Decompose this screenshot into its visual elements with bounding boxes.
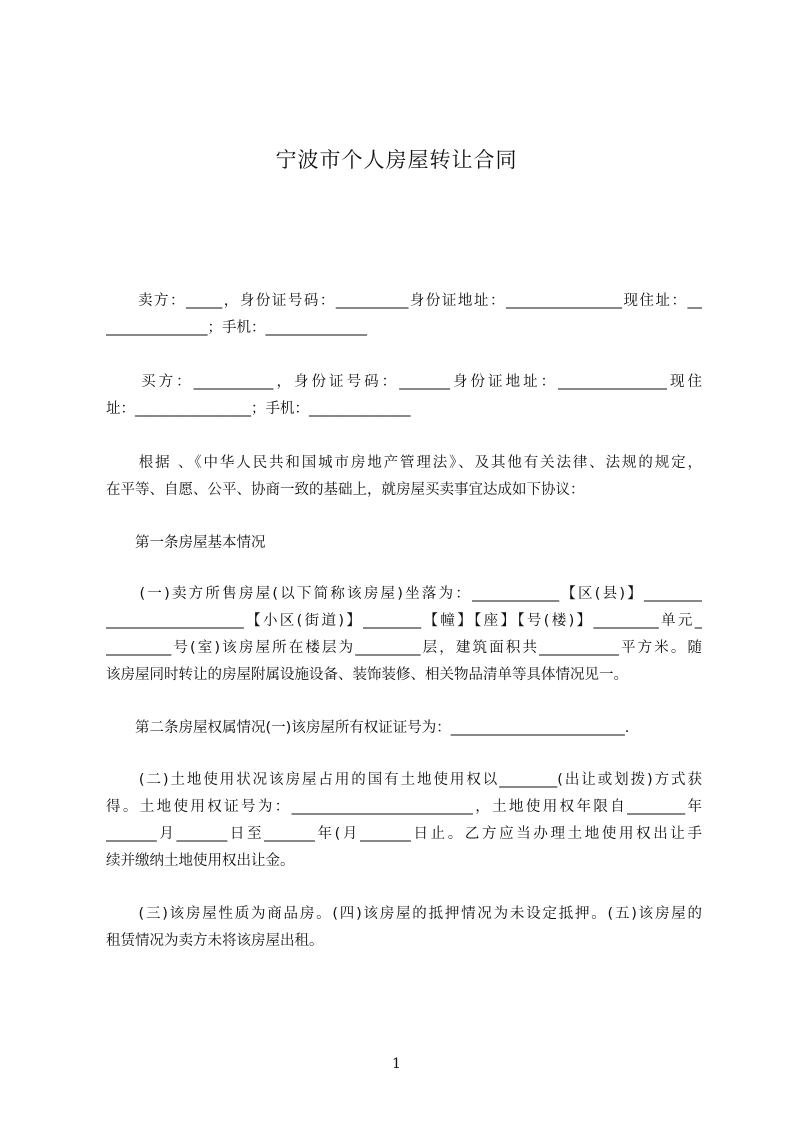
- buyer-line-1: 买方：___________，身份证号码：_______身份证地址：_______________现住: [106, 374, 702, 390]
- article-1-line-1: (一)卖方所售房屋(以下简称该房屋)坐落为：____________【区(县)】________: [106, 586, 702, 602]
- article-1-line-2: ___________________【小区(街道)】________【幢】【座】【号(楼)】_________单元_: [106, 613, 702, 629]
- land-use-line-3: _______月_______日至_______年(月_______日止。乙方应当办理土地使用权出让手: [106, 826, 702, 842]
- document-title: 宁波市个人房屋转让合同: [275, 148, 518, 172]
- buyer-line-2: 址：________________；手机：______________: [106, 401, 411, 417]
- property-status-line-2: 租赁情况为卖方未将该房屋出租。: [106, 933, 324, 949]
- seller-line-2: ______________；手机：______________: [106, 320, 367, 336]
- page-number: 1: [392, 1056, 401, 1072]
- article-1-line-3: _________号(室)该房屋所在楼层为_________层，建筑面积共___________平方米。随: [106, 640, 702, 656]
- land-use-line-2: 得。土地使用权证号为：_________________________，土地使用权年限自________年: [106, 799, 702, 815]
- land-use-line-1: (二)土地使用状况该房屋占用的国有土地使用权以________(出让或划拨)方式获: [106, 772, 702, 788]
- seller-line-1: 卖方：_____，身份证号码：__________身份证地址：________________现住址：__: [106, 293, 702, 309]
- land-use-line-4: 续并缴纳土地使用权出让金。: [106, 853, 295, 869]
- article-1-heading: 第一条房屋基本情况: [106, 535, 266, 551]
- article-2-line-1: 第二条房屋权属情况(一)该房屋所有权证证号为：________________________.: [106, 720, 630, 736]
- property-status-line-1: (三)该房屋性质为商品房。(四)该房屋的抵押情况为未设定抵押。(五)该房屋的: [106, 906, 702, 922]
- preamble-line-1: 根据 、《中华人民共和国城市房地产管理法》、及其他有关法律、法规的规定，: [106, 455, 702, 471]
- preamble-line-2: 在平等、自愿、公平、协商一致的基础上，就房屋买卖事宜达成如下协议：: [106, 482, 585, 498]
- article-1-line-4: 该房屋同时转让的房屋附属设施设备、装饰装修、相关物品清单等具体情况见一。: [106, 667, 628, 683]
